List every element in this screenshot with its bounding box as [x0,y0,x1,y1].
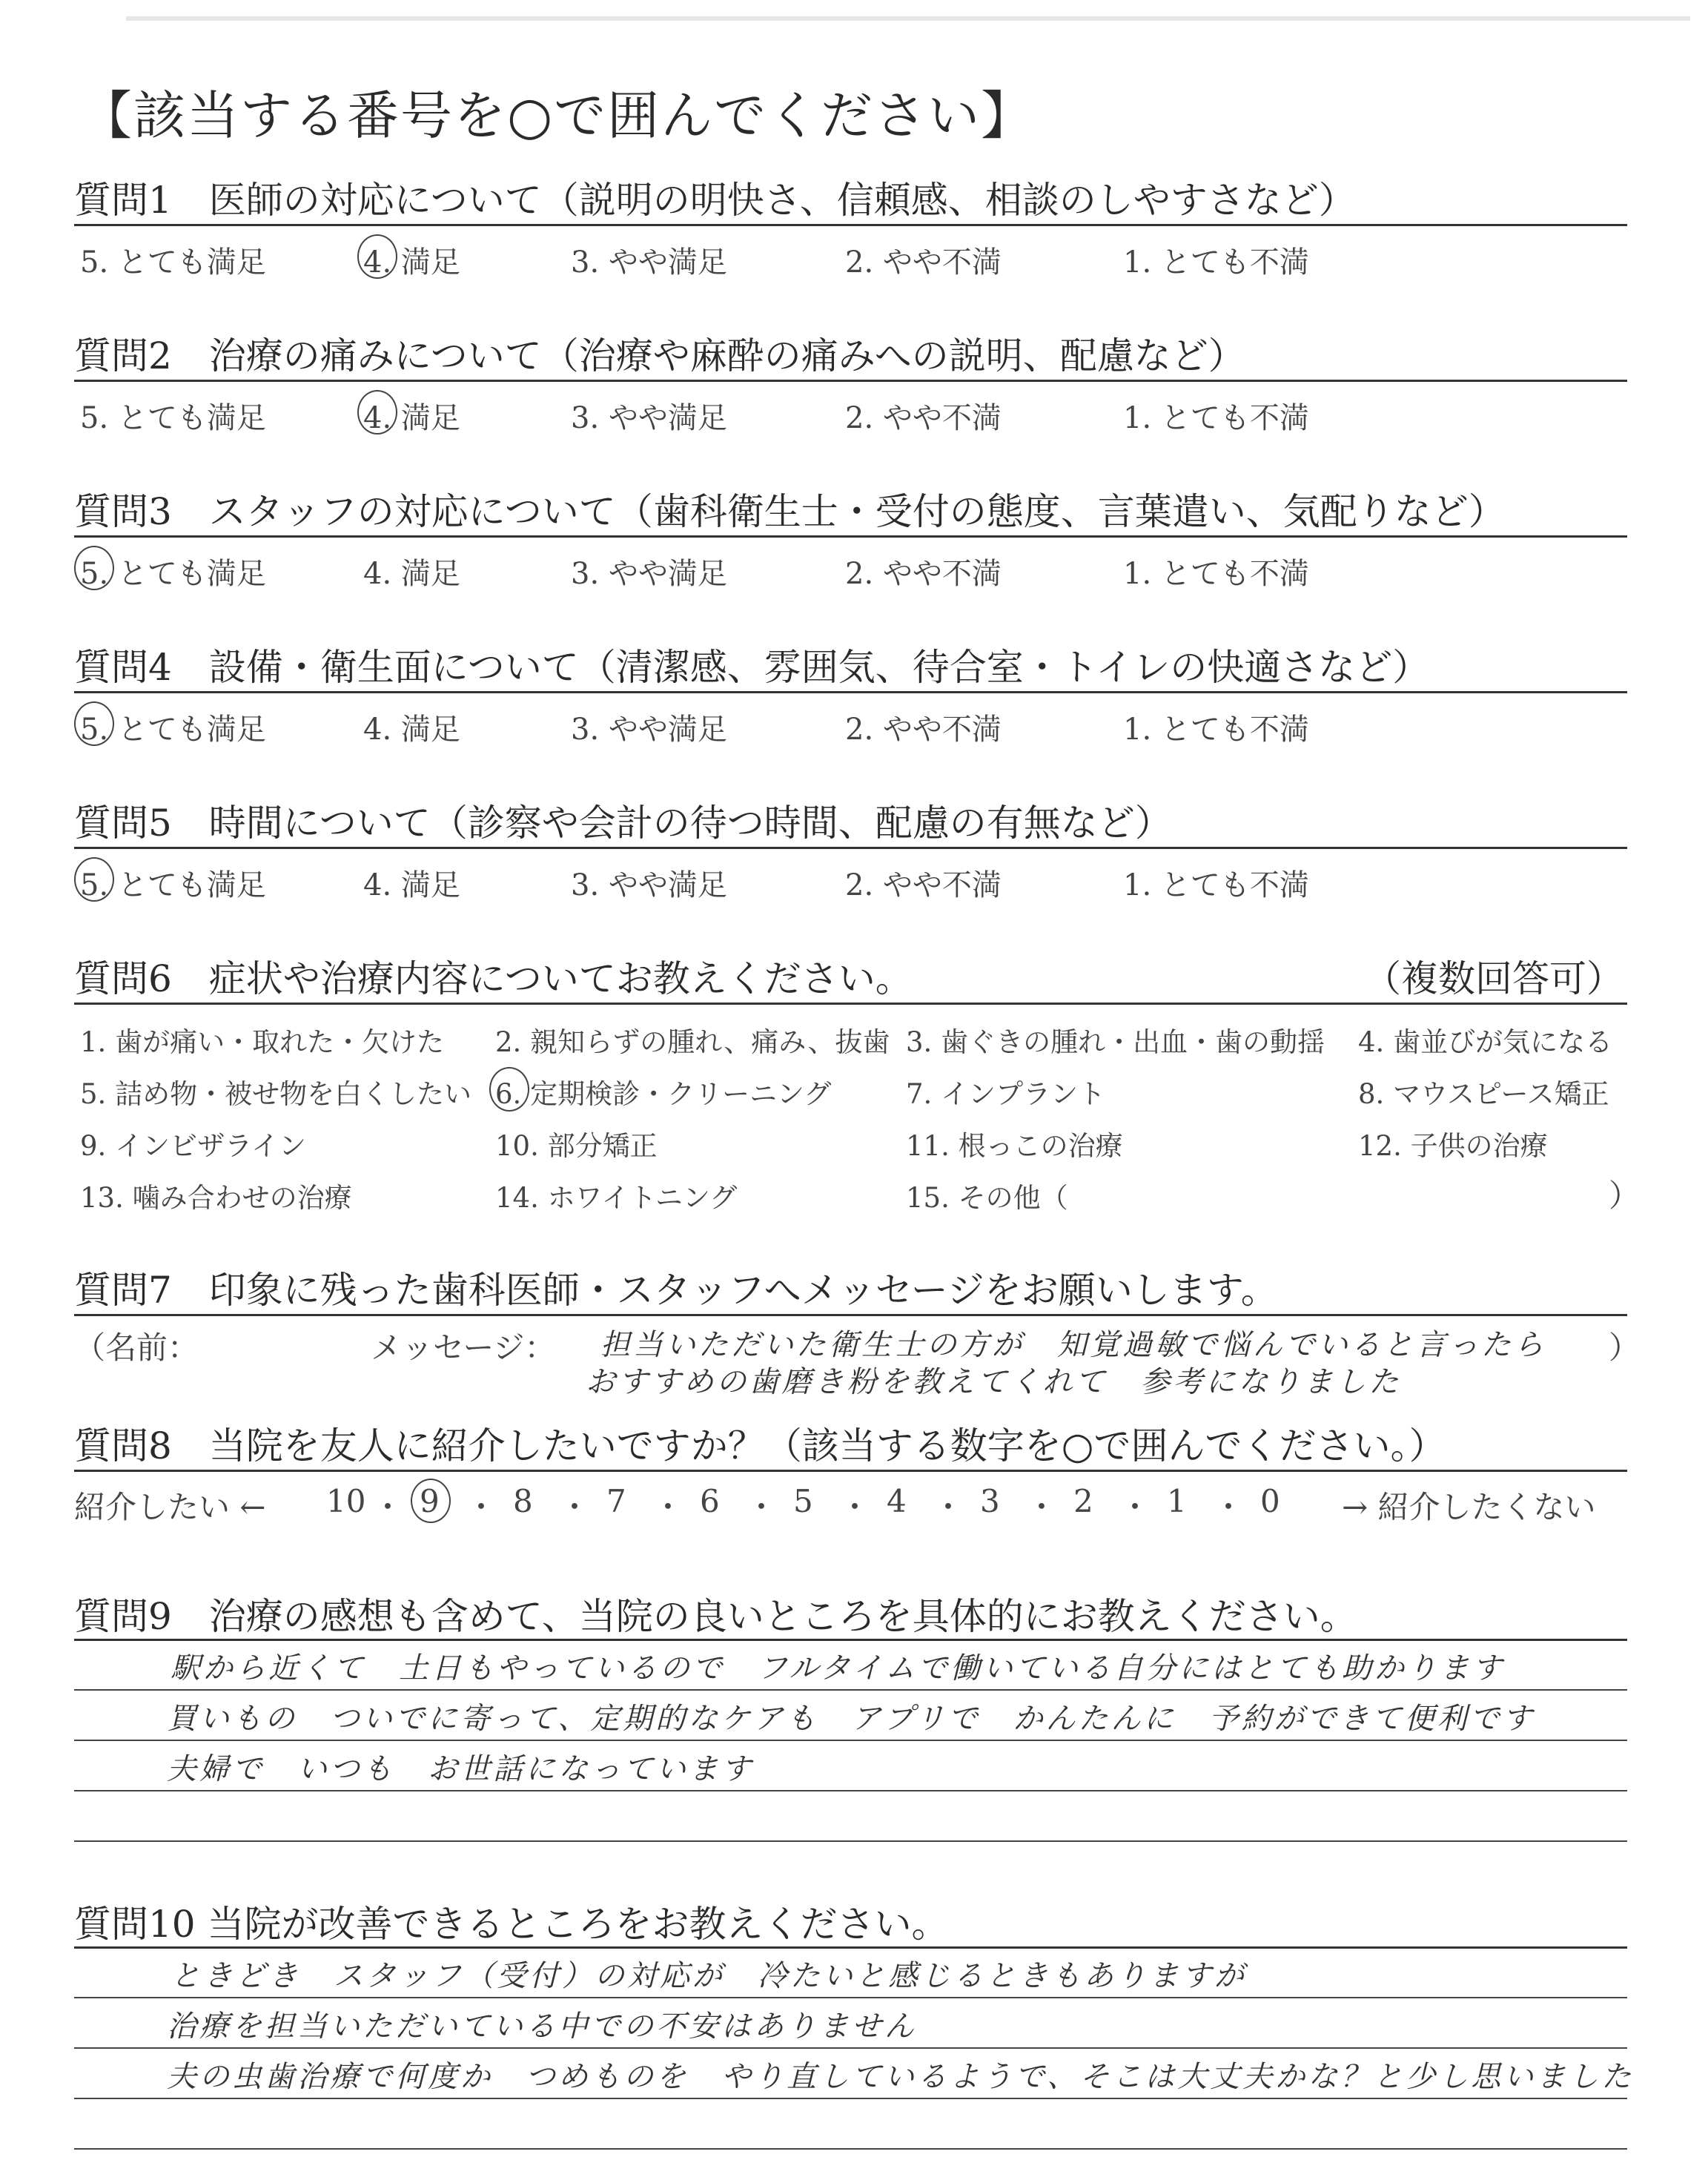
question-6-rule [74,1003,1627,1005]
answer-line: 夫の虫歯治療で何度か つめものを やり直しているようで、そこは大丈夫かな？と少し思いました [167,2060,1635,2094]
name-label: （名前： [74,1330,199,1366]
treatment-option[interactable]: 13. 噛み合わせの治療 [80,1182,352,1214]
scale-separator: ・ [839,1489,871,1525]
treatment-option[interactable]: 14. ホワイトニング [495,1182,738,1214]
question-6-note: （複数回答可） [1364,957,1623,1000]
rating-option[interactable]: 3. やや満足 [571,868,727,902]
scale-number[interactable]: 0 [1260,1483,1280,1519]
answer-rule [74,2098,1627,2099]
answer-rule [74,2148,1627,2150]
treatment-option[interactable]: 5. 詰め物・被せ物を白くしたい [80,1078,472,1110]
recommend-left-label: 紹介したい ← [74,1489,266,1525]
answer-line: 夫婦で いつも お世話になっています [167,1752,754,1786]
answer-line: 駅から近くて 土日もやっているので フルタイムで働いている自分にはとても助かります [171,1651,1505,1685]
question-2-title: 質問2 治療の痛みについて（治療や麻酔の痛みへの説明、配慮など） [74,334,1245,377]
question-2-rule [74,380,1627,382]
question-4-title: 質問4 設備・衛生面について（清潔感、雰囲気、待合室・トイレの快適さなど） [74,646,1430,689]
selection-circle [357,234,397,279]
rating-option[interactable]: 4. 満足 [363,401,460,435]
treatment-option[interactable]: 11. 根っこの治療 [906,1130,1123,1162]
question-10-title: 質問10 当院が改善できるところをお教えください。 [74,1903,949,1946]
scale-separator: ・ [1026,1489,1058,1525]
treatment-option[interactable]: 12. 子供の治療 [1358,1130,1548,1162]
selection-circle [489,1067,529,1112]
treatment-option[interactable]: 1. 歯が痛い・取れた・欠けた [80,1026,445,1058]
question-7-rule [74,1314,1627,1316]
rating-option[interactable]: 4. 満足 [363,245,460,280]
scale-number[interactable]: 5 [793,1483,813,1519]
answer-line: ときどき スタッフ（受付）の対応が 冷たいと感じるときもありますが [171,1959,1247,1993]
selection-circle [411,1479,451,1523]
scale-separator: ・ [559,1489,591,1525]
treatment-option[interactable]: 7. インプラント [906,1078,1106,1110]
answer-rule [74,1790,1627,1791]
form-instruction-title: 【該当する番号を○で囲んでください】 [80,85,1035,146]
treatment-option[interactable]: 15. その他（ [906,1182,1068,1214]
scan-top-edge [126,16,1690,21]
treatment-option[interactable]: 6. 定期検診・クリーニング [495,1078,832,1110]
question-1-rule [74,224,1627,226]
message-line-2: おすすめの歯磨き粉を教えてくれて 参考になりました [586,1365,1402,1399]
rating-option[interactable]: 4. 満足 [363,868,460,902]
rating-option[interactable]: 3. やや満足 [571,245,727,280]
rating-option[interactable]: 5. とても満足 [80,401,266,435]
scale-separator: ・ [746,1489,778,1525]
rating-option[interactable]: 2. やや不満 [845,868,1002,902]
rating-option[interactable]: 2. やや不満 [845,401,1002,435]
rating-option[interactable]: 2. やや不満 [845,713,1002,747]
selection-circle [74,546,114,590]
treatment-option[interactable]: 9. インビザライン [80,1130,306,1162]
rating-option[interactable]: 1. とても不満 [1123,713,1309,747]
answer-line: 治療を担当いただいている中での不安はありません [167,2009,917,2044]
question-6-title: 質問6 症状や治療内容についてお教えください。 [74,957,913,1000]
answer-rule [74,1740,1627,1741]
rating-option[interactable]: 3. やや満足 [571,401,727,435]
rating-option[interactable]: 4. 満足 [363,557,460,591]
message-line-1: 担当いただいた衛生士の方が 知覚過敏で悩んでいると言ったら [600,1328,1546,1362]
question-4-rule [74,691,1627,693]
question-1-title: 質問1 医師の対応について（説明の明快さ、信頼感、相談のしやすさなど） [74,179,1356,222]
scale-separator: ・ [372,1489,404,1525]
selection-circle [357,390,397,435]
rating-option[interactable]: 4. 満足 [363,713,460,747]
selection-circle [74,701,114,746]
scale-number[interactable]: 7 [606,1483,626,1519]
question-9-title: 質問9 治療の感想も含めて、当院の良いところを具体的にお教えください。 [74,1595,1357,1638]
scale-number[interactable]: 9 [420,1483,440,1519]
scale-number[interactable]: 4 [887,1483,907,1519]
scale-separator: ・ [466,1489,497,1525]
answer-rule [74,1997,1627,1998]
rating-option[interactable]: 1. とても不満 [1123,868,1309,902]
scale-separator: ・ [933,1489,964,1525]
treatment-option[interactable]: 4. 歯並びが気になる [1358,1026,1613,1058]
selection-circle [74,857,114,902]
message-label: メッセージ： [371,1330,556,1366]
scale-separator: ・ [652,1489,684,1525]
rating-option[interactable]: 2. やや不満 [845,245,1002,280]
message-close-paren: ） [1609,1330,1641,1366]
treatment-option[interactable]: 8. マウスピース矯正 [1358,1078,1609,1110]
treatment-option[interactable]: 10. 部分矯正 [495,1130,658,1162]
rating-option[interactable]: 5. とても満足 [80,868,266,902]
rating-option[interactable]: 5. とても満足 [80,713,266,747]
rating-option[interactable]: 5. とても満足 [80,245,266,280]
rating-option[interactable]: 1. とても不満 [1123,401,1309,435]
scale-separator: ・ [1213,1489,1245,1525]
rating-option[interactable]: 2. やや不満 [845,557,1002,591]
rating-option[interactable]: 1. とても不満 [1123,557,1309,591]
scale-number[interactable]: 8 [513,1483,533,1519]
question-8-title: 質問8 当院を友人に紹介したいですか？（該当する数字を○で囲んでください。） [74,1424,1446,1467]
answer-rule [74,1689,1627,1691]
question-5-rule [74,847,1627,849]
treatment-option[interactable]: 2. 親知らずの腫れ、痛み、抜歯 [495,1026,890,1058]
question-3-title: 質問3 スタッフの対応について（歯科衛生士・受付の態度、言葉遣い、気配りなど） [74,490,1506,533]
answer-line: 買いもの ついでに寄って、定期的なケアも アプリで かんたんに 予約ができて便利です [167,1702,1535,1736]
rating-option[interactable]: 3. やや満足 [571,557,727,591]
question-7-title: 質問7 印象に残った歯科医師・スタッフへメッセージをお願いします。 [74,1269,1278,1312]
question-8-rule [74,1470,1627,1472]
question-5-title: 質問5 時間について（診察や会計の待つ時間、配慮の有無など） [74,802,1172,845]
q10-title-rule [74,1946,1627,1949]
rating-option[interactable]: 1. とても不満 [1123,245,1309,280]
treatment-option[interactable]: 3. 歯ぐきの腫れ・出血・歯の動揺 [906,1026,1325,1058]
scale-separator: ・ [1119,1489,1151,1525]
recommend-right-label: → 紹介したくない [1342,1489,1596,1525]
other-close-paren: ） [1609,1178,1641,1214]
rating-option[interactable]: 3. やや満足 [571,713,727,747]
answer-rule [74,1840,1627,1842]
scale-number[interactable]: 2 [1073,1483,1093,1519]
q9-title-rule [74,1639,1627,1641]
answer-rule [74,2047,1627,2049]
question-3-rule [74,535,1627,538]
scale-number[interactable]: 6 [700,1483,720,1519]
scale-number[interactable]: 1 [1167,1483,1187,1519]
scale-number[interactable]: 10 [326,1483,366,1519]
rating-option[interactable]: 5. とても満足 [80,557,266,591]
scale-number[interactable]: 3 [980,1483,1000,1519]
